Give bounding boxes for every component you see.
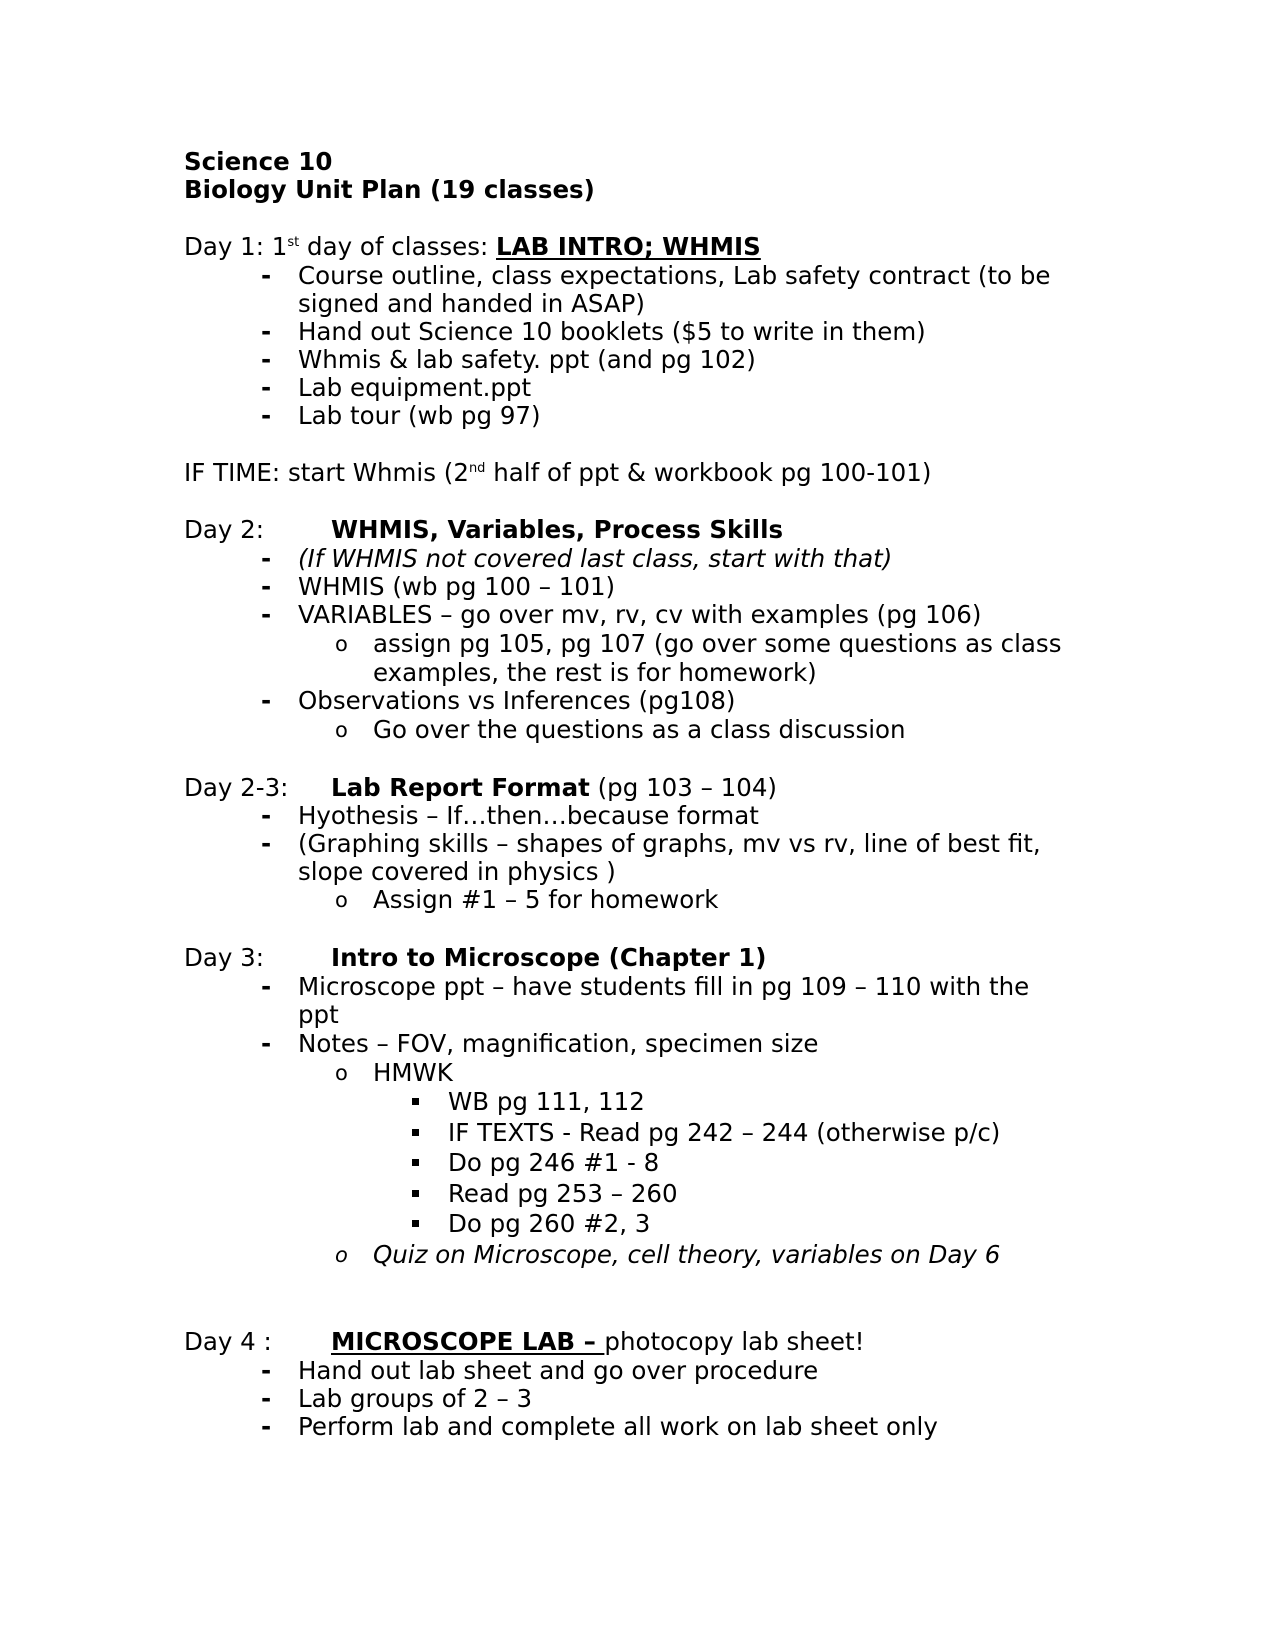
day2-item: VARIABLES – go over mv, rv, cv with examples (pg 106) [298,600,982,629]
day23-pages: (pg 103 – 104) [589,773,777,802]
day4-note: photocopy lab sheet! [604,1327,865,1356]
square-bullet [412,1098,419,1105]
day23-item: (Graphing skills – shapes of graphs, mv vs rv, line of best fit, [298,829,1041,858]
day4-label: Day 4 : [184,1327,272,1356]
day4-item: Lab groups of 2 – 3 [298,1384,533,1413]
day4-heading-line [331,1328,864,1356]
if-time-superscript: nd [468,461,486,476]
day23-subitem: Assign #1 – 5 for homework [373,885,719,914]
day2-item: Observations vs Inferences (pg108) [298,686,736,715]
circle-bullet: o [335,888,348,912]
day23-label: Day 2-3: [184,773,289,802]
day1-item: Lab equipment.ppt [298,373,532,402]
day23-topic: Lab Report Format [331,773,590,802]
dash-bullet: - [261,1356,272,1385]
day1-superscript: st [287,235,300,250]
day3-item: Microscope ppt – have students fill in pg 109 – 110 with the [298,972,1030,1001]
unit-plan-title: Biology Unit Plan (19 classes) [184,175,595,204]
circle-bullet: o [335,1061,348,1085]
day1-heading-line [184,233,761,261]
if-time-note [184,459,931,487]
dash-bullet: - [261,1029,272,1058]
day1-item: Lab tour (wb pg 97) [298,401,541,430]
dash-bullet: - [261,686,272,715]
day23-heading-line [331,774,777,802]
day3-hmwk-label: HMWK [373,1058,453,1087]
hmwk-item: WB pg 111, 112 [448,1087,645,1116]
day1-item: Course outline, class expectations, Lab safety contract (to be [298,261,1051,290]
dash-bullet: - [261,1412,272,1441]
circle-bullet: o [335,718,348,742]
square-bullet [412,1129,419,1136]
day3-topic: Intro to Microscope (Chapter 1) [331,943,767,972]
day1-item: Hand out Science 10 booklets ($5 to write in them) [298,317,926,346]
square-bullet [412,1159,419,1166]
day4-item: Hand out lab sheet and go over procedure [298,1356,819,1385]
dash-bullet: - [261,801,272,830]
hmwk-item: Do pg 260 #2, 3 [448,1209,651,1238]
day2-subitem: assign pg 105, pg 107 (go over some questions as class [373,629,1062,658]
day4-topic: MICROSCOPE LAB – [331,1327,605,1356]
if-time-text-rest: half of ppt & workbook pg 100-101) [485,458,932,487]
day1-item-continued: signed and handed in ASAP) [298,289,645,318]
if-time-text: IF TIME: start Whmis (2 [184,458,469,487]
day2-item: (If WHMIS not covered last class, start with that) [298,544,893,573]
dash-bullet: - [261,373,272,402]
circle-bullet: o [335,1243,348,1267]
day3-quiz-note: Quiz on Microscope, cell theory, variables on Day 6 [373,1240,1001,1269]
square-bullet [412,1190,419,1197]
day1-label: Day 1: 1 [184,232,288,261]
day2-item: WHMIS (wb pg 100 – 101) [298,572,616,601]
circle-bullet: o [335,632,348,656]
day1-item: Whmis & lab safety. ppt (and pg 102) [298,345,756,374]
day3-item-continued: ppt [298,1000,339,1029]
dash-bullet: - [261,544,272,573]
day1-topic: LAB INTRO; WHMIS [496,232,761,261]
day1-label-mid: day of classes: [299,232,497,261]
dash-bullet: - [261,401,272,430]
dash-bullet: - [261,1384,272,1413]
dash-bullet: - [261,261,272,290]
dash-bullet: - [261,972,272,1001]
hmwk-item: Do pg 246 #1 - 8 [448,1148,660,1177]
day3-item: Notes – FOV, magnification, specimen size [298,1029,819,1058]
course-title: Science 10 [184,147,333,176]
day2-topic: WHMIS, Variables, Process Skills [331,515,784,544]
dash-bullet: - [261,317,272,346]
day3-label: Day 3: [184,943,265,972]
day23-item-continued: slope covered in physics ) [298,857,616,886]
day2-label: Day 2: [184,515,265,544]
hmwk-item: Read pg 253 – 260 [448,1179,678,1208]
day23-item: Hyothesis – If…then…because format [298,801,759,830]
square-bullet [412,1220,419,1227]
day2-subitem: Go over the questions as a class discussion [373,715,906,744]
dash-bullet: - [261,572,272,601]
day4-item: Perform lab and complete all work on lab sheet only [298,1412,938,1441]
day2-subitem-continued: examples, the rest is for homework) [373,658,817,687]
dash-bullet: - [261,600,272,629]
dash-bullet: - [261,829,272,858]
dash-bullet: - [261,345,272,374]
hmwk-item: IF TEXTS - Read pg 242 – 244 (otherwise p/c) [448,1118,1001,1147]
